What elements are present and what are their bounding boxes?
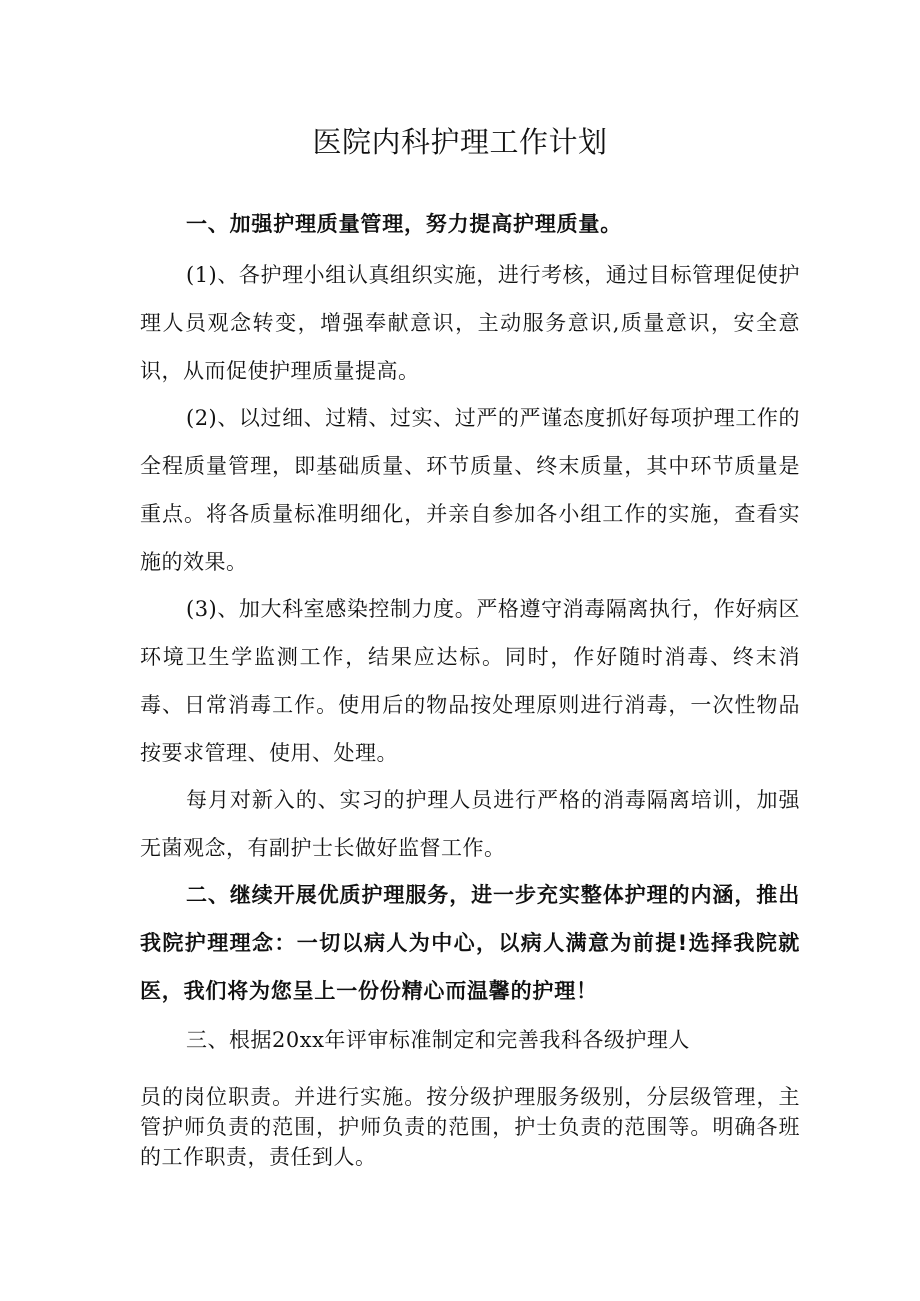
paragraph-monthly-training: 每月对新入的、实习的护理人员进行严格的消毒隔离培训，加强无菌观念，有副护士长做好监督工作。 — [140, 788, 800, 860]
document-title: 医院内科护理工作计划 — [312, 125, 608, 159]
paragraph-quality-item-1: (1)、各护理小组认真组织实施，进行考核，通过目标管理促使护理人员观念转变，增强奉献意识，主动服务意识,质量意识，安全意识，从而促使护理质量提高。 — [140, 263, 800, 383]
paragraph-post-responsibilities: 员的岗位职责。并进行实施。按分级护理服务级别，分层级管理，主管护师负责的范围，护师负责的范围，护士负责的范围等。明确各班的工作职责，责任到人。 — [140, 1085, 800, 1169]
section-heading-2: 二、继续开展优质护理服务，进一步充实整体护理的内涵，推出我院护理理念：一切以病人为中心，以病人满意为前提!选择我院就医，我们将为您呈上一份份精心而温馨的护理！ — [140, 883, 800, 1003]
section-heading-1: 一、加强护理质量管理，努力提高护理质量。 — [186, 212, 622, 236]
paragraph-quality-item-3: (3)、加大科室感染控制力度。严格遵守消毒隔离执行，作好病区环境卫生学监测工作，结果应达标。同时，作好随时消毒、终末消毒、日常消毒工作。使用后的物品按处理原则进行消毒，一次性物品按要求管理、使用、处理。 — [140, 597, 800, 765]
section-heading-3: 三、根据20xx年评审标准制定和完善我科各级护理人 — [186, 1028, 690, 1052]
paragraph-quality-item-2: (2)、以过细、过精、过实、过严的严谨态度抓好每项护理工作的全程质量管理，即基础质量、环节质量、终末质量，其中环节质量是重点。将各质量标准明细化，并亲自参加各小组工作的实施，查看实施的效果。 — [140, 406, 800, 574]
